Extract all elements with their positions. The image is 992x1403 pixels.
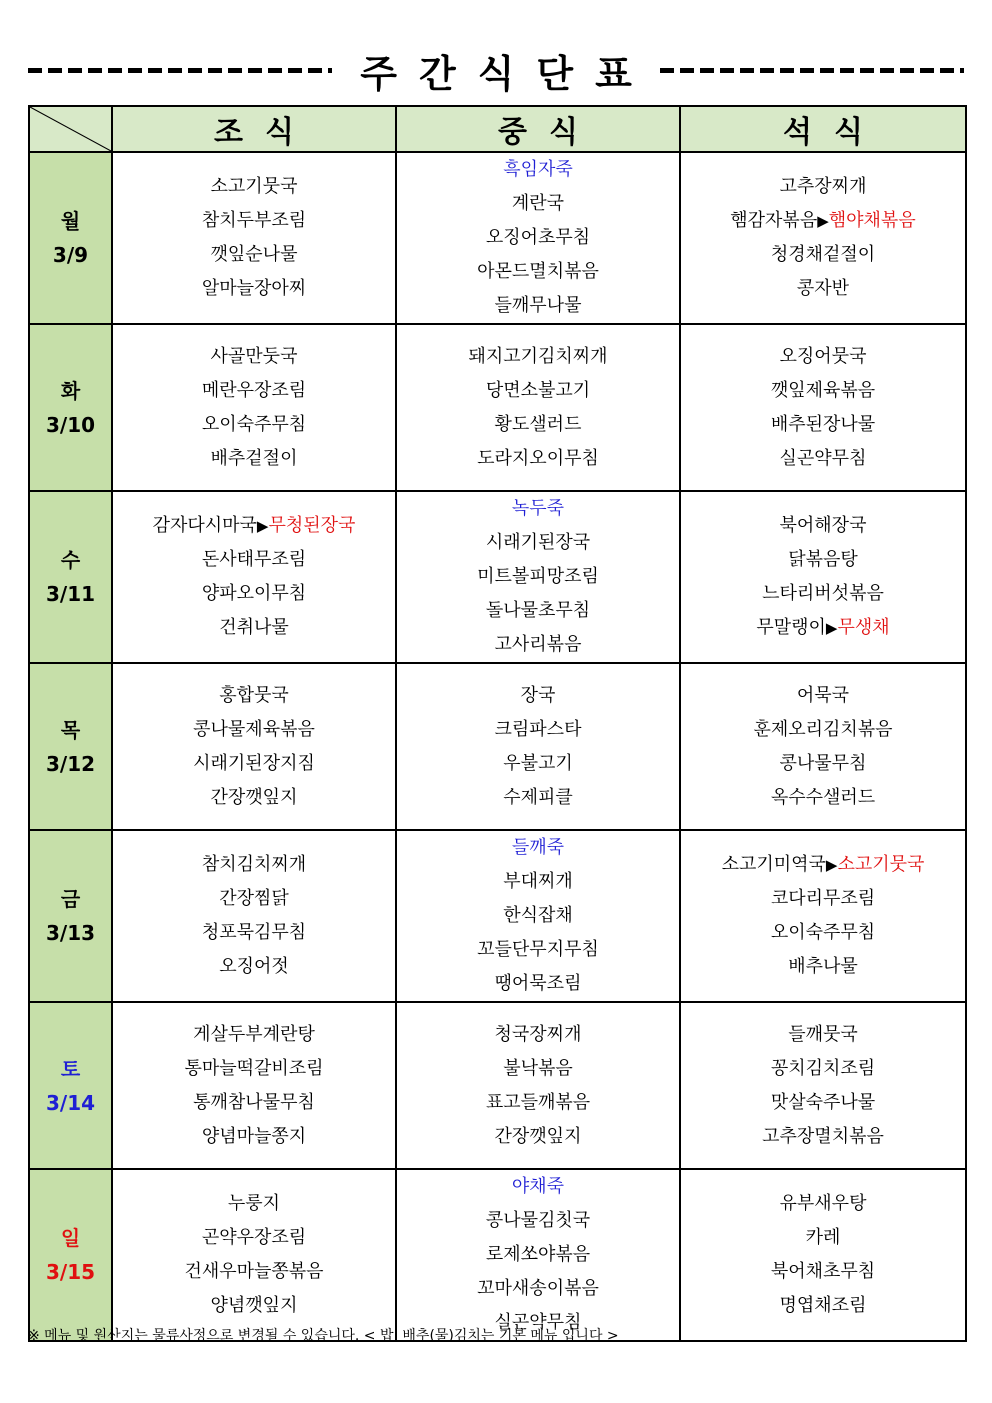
lunch-item: 당면소불고기: [485, 379, 591, 401]
breakfast-item: 참치두부조림: [201, 210, 307, 231]
breakfast-item: 홍합뭇국: [219, 684, 289, 706]
dinner-item: [681, 1221, 965, 1255]
dinner-item: [681, 170, 965, 204]
menu-item-text: 북어해장국: [779, 515, 867, 536]
menu-item-text: 북어채초무침: [770, 1261, 876, 1282]
dinner-item: [681, 1086, 965, 1120]
day-name: 목: [60, 717, 81, 742]
breakfast-cell: [112, 491, 396, 663]
title-dash-left: [28, 68, 332, 73]
lunch-cell: [396, 663, 680, 830]
dinner-cell: [680, 324, 966, 491]
lunch-item: 고사리볶음: [494, 634, 582, 655]
lunch-item: 황도샐러드: [494, 413, 582, 435]
lunch-item: 돌나물초무침: [485, 600, 591, 621]
menu-item-text: 오이숙주무침: [770, 922, 876, 943]
dinner-item: [681, 374, 965, 408]
dinner-item: [681, 611, 965, 645]
menu-item-text: 햄감자볶음: [730, 210, 818, 231]
lunch-cell: [396, 152, 680, 324]
menu-change-text: 무청된장국: [268, 515, 356, 536]
breakfast-cell: [112, 830, 396, 1002]
lunch-item: 꼬마새송이볶음: [477, 1278, 599, 1299]
menu-item-text: 맛살숙주나물: [770, 1091, 876, 1113]
day-cell: [29, 152, 112, 324]
menu-item-text: 명엽채조림: [779, 1295, 867, 1316]
dinner-item: [681, 1120, 965, 1154]
menu-item-text: 오징어뭇국: [779, 345, 867, 367]
day-row: [29, 152, 966, 324]
lunch-cell: [396, 1169, 680, 1341]
lunch-item: 실곤약무침: [494, 1312, 582, 1333]
menu-item-text: 옥수수샐러드: [770, 786, 876, 808]
lunch-item: 청국장찌개: [494, 1023, 582, 1045]
footnote: ※ 메뉴 및 원산지는 물류사정으로 변경될 수 있습니다. < 밥, 배추(물)김치는 기본 메뉴 입니다 >: [28, 1328, 619, 1344]
change-arrow-icon: ▶: [256, 517, 269, 535]
lunch-item: 불낙볶음: [503, 1057, 573, 1079]
breakfast-item: 소고기뭇국: [210, 176, 298, 197]
breakfast-cell: [112, 152, 396, 324]
corner-diagonal: [30, 107, 111, 151]
menu-item-text: 코다리무조림: [770, 888, 876, 909]
lunch-item: 수제피클: [503, 786, 573, 808]
breakfast-item: 청포묵김무침: [201, 922, 307, 943]
day-name: 수: [60, 548, 81, 572]
menu-change-text: 햄야채볶음: [828, 210, 916, 231]
dinner-item: [681, 272, 965, 306]
header-dinner: 석식: [680, 106, 966, 152]
title-dash-right: [660, 68, 964, 73]
breakfast-cell: [112, 1169, 396, 1341]
breakfast-cell: [112, 663, 396, 830]
day-name: 월: [60, 209, 81, 233]
corner-cell: [29, 106, 112, 152]
day-name: 화: [60, 378, 81, 403]
breakfast-item: 사골만둣국: [210, 345, 298, 367]
day-row: [29, 1169, 966, 1341]
menu-item-text: 꽁치김치조림: [770, 1057, 876, 1079]
menu-item-text: 깻잎제육볶음: [770, 379, 876, 401]
day-row: [29, 663, 966, 830]
breakfast-item: 깻잎순나물: [210, 244, 298, 265]
breakfast-item: 양념마늘쫑지: [201, 1125, 307, 1147]
menu-item-text: 고추장찌개: [779, 176, 867, 197]
menu-item-text: 콩나물무침: [779, 752, 867, 774]
day-cell: [29, 830, 112, 1002]
change-arrow-icon: ▶: [817, 212, 829, 230]
lunch-item: 꼬들단무지무침: [477, 939, 599, 960]
menu-item-text: 어묵국: [796, 684, 850, 706]
lunch-cell: [396, 1002, 680, 1169]
lunch-item: 우불고기: [503, 752, 573, 774]
lunch-item: 부대찌개: [503, 871, 573, 892]
breakfast-item: 간장찜닭: [219, 888, 289, 909]
lunch-item: 돼지고기김치찌개: [468, 345, 608, 367]
dinner-item: [681, 577, 965, 611]
dinner-item: [681, 713, 965, 747]
breakfast-item: 콩나물제육볶음: [193, 718, 315, 740]
change-arrow-icon: ▶: [825, 619, 838, 637]
header-lunch: 중식: [396, 106, 680, 152]
menu-item-text: 양파오이무침: [201, 583, 307, 604]
menu-item-text: 훈제오리김치볶음: [753, 718, 893, 740]
breakfast-item: 곤약우장조림: [201, 1227, 307, 1248]
dinner-item: [681, 543, 965, 577]
lunch-cell: [396, 491, 680, 663]
day-name: 토: [60, 1056, 81, 1081]
dinner-cell: [680, 1002, 966, 1169]
menu-item-text: 배추된장나물: [770, 413, 876, 435]
day-date: 3/13: [45, 921, 96, 945]
day-row: [29, 324, 966, 491]
dinner-cell: [680, 663, 966, 830]
dinner-item: [681, 950, 965, 984]
day-date: 3/11: [45, 582, 96, 606]
lunch-porridge: 야채죽: [511, 1176, 565, 1197]
lunch-item: 크림파스타: [494, 718, 582, 740]
dinner-item: [681, 848, 965, 882]
lunch-porridge: 녹두죽: [511, 498, 565, 519]
lunch-item: 아몬드멸치볶음: [477, 261, 599, 282]
lunch-item: 도라지오이무침: [477, 447, 599, 469]
day-cell: [29, 1169, 112, 1341]
lunch-item: 콩나물김칫국: [485, 1210, 591, 1231]
breakfast-item: 오징어젓: [219, 956, 289, 977]
menu-item-text: 건취나물: [219, 617, 289, 638]
day-date: 3/14: [45, 1090, 96, 1115]
dinner-cell: [680, 152, 966, 324]
lunch-item: 미트볼피망조림: [477, 566, 599, 587]
breakfast-item: 양념깻잎지: [210, 1295, 298, 1316]
dinner-item: [681, 916, 965, 950]
dinner-item: [681, 781, 965, 815]
lunch-item: 땡어묵조림: [494, 973, 582, 994]
header-breakfast: 조식: [112, 106, 396, 152]
menu-item-text: 들깨뭇국: [788, 1023, 858, 1045]
day-cell: [29, 663, 112, 830]
breakfast-cell: [112, 1002, 396, 1169]
menu-item-text: 카레: [805, 1227, 841, 1248]
menu-change-text: 소고기뭇국: [837, 854, 925, 875]
day-date: 3/12: [45, 751, 96, 776]
breakfast-item: [113, 577, 395, 611]
menu-item-text: 실곤약무침: [779, 447, 867, 469]
dinner-item: [681, 238, 965, 272]
breakfast-item: 통마늘떡갈비조림: [184, 1057, 324, 1079]
breakfast-item: 시래기된장지짐: [193, 752, 315, 774]
day-cell: [29, 491, 112, 663]
change-arrow-icon: ▶: [825, 856, 838, 874]
weekly-menu-table: [28, 105, 967, 1342]
menu-item-text: 콩자반: [796, 278, 850, 299]
dinner-item: [681, 340, 965, 374]
dinner-cell: [680, 830, 966, 1002]
lunch-item: 한식잡채: [503, 905, 573, 926]
breakfast-item: 건새우마늘쫑볶음: [184, 1261, 324, 1282]
lunch-porridge: 들깨죽: [511, 837, 565, 858]
lunch-cell: [396, 324, 680, 491]
day-name: 금: [60, 887, 81, 911]
menu-item-text: 소고기미역국: [721, 854, 826, 875]
menu-item-text: 청경채겉절이: [770, 244, 876, 265]
dinner-item: [681, 882, 965, 916]
day-name: 일: [60, 1226, 81, 1250]
lunch-item: 들깨무나물: [494, 295, 582, 316]
breakfast-item: 게살두부계란탕: [193, 1023, 315, 1045]
breakfast-item: 알마늘장아찌: [201, 278, 307, 299]
dinner-item: [681, 1187, 965, 1221]
lunch-item: 시래기된장국: [485, 532, 591, 553]
breakfast-item: 메란우장조림: [201, 379, 307, 401]
day-row: [29, 830, 966, 1002]
menu-item-text: 닭볶음탕: [788, 549, 858, 570]
dinner-cell: [680, 1169, 966, 1341]
dinner-item: [681, 408, 965, 442]
day-row: [29, 491, 966, 663]
lunch-item: 표고들깨볶음: [485, 1091, 591, 1113]
lunch-item: 로제쏘야볶음: [485, 1244, 591, 1265]
breakfast-item: [113, 509, 395, 543]
menu-item-text: 배추나물: [788, 956, 858, 977]
lunch-item: 간장깻잎지: [494, 1125, 582, 1147]
menu-item-text: 고추장멸치볶음: [762, 1125, 884, 1147]
breakfast-item: 참치김치찌개: [201, 854, 307, 875]
dinner-item: [681, 1255, 965, 1289]
lunch-item: 계란국: [511, 193, 565, 214]
breakfast-item: 간장깻잎지: [210, 786, 298, 808]
page-title-bar: [28, 40, 964, 100]
header-row: [29, 106, 966, 152]
day-date: 3/15: [45, 1260, 96, 1284]
dinner-item: [681, 679, 965, 713]
page-title: 주간식단표: [360, 51, 654, 96]
lunch-cell: [396, 830, 680, 1002]
dinner-item: [681, 1052, 965, 1086]
breakfast-item: 통깨참나물무침: [193, 1091, 315, 1113]
breakfast-item: 누룽지: [227, 1193, 281, 1214]
breakfast-item: 배추겉절이: [210, 447, 298, 469]
breakfast-item: 오이숙주무침: [201, 413, 307, 435]
day-cell: [29, 1002, 112, 1169]
breakfast-item: [113, 543, 395, 577]
menu-item-text: 무말랭이: [756, 617, 826, 638]
menu-item-text: 돈사태무조림: [201, 549, 307, 570]
lunch-item: 오징어초무침: [485, 227, 591, 248]
breakfast-item: [113, 611, 395, 645]
breakfast-cell: [112, 324, 396, 491]
menu-item-text: 느타리버섯볶음: [762, 583, 884, 604]
dinner-item: [681, 442, 965, 476]
day-date: 3/9: [52, 243, 89, 267]
lunch-porridge: 흑임자죽: [503, 159, 573, 180]
menu-item-text: 감자다시마국: [152, 515, 257, 536]
dinner-item: [681, 1289, 965, 1323]
lunch-item: 장국: [520, 684, 556, 706]
day-cell: [29, 324, 112, 491]
day-row: [29, 1002, 966, 1169]
dinner-cell: [680, 491, 966, 663]
dinner-item: [681, 204, 965, 238]
dinner-item: [681, 509, 965, 543]
dinner-item: [681, 1018, 965, 1052]
dinner-item: [681, 747, 965, 781]
menu-item-text: 유부새우탕: [779, 1193, 867, 1214]
day-date: 3/10: [45, 412, 96, 437]
menu-change-text: 무생채: [837, 617, 890, 638]
